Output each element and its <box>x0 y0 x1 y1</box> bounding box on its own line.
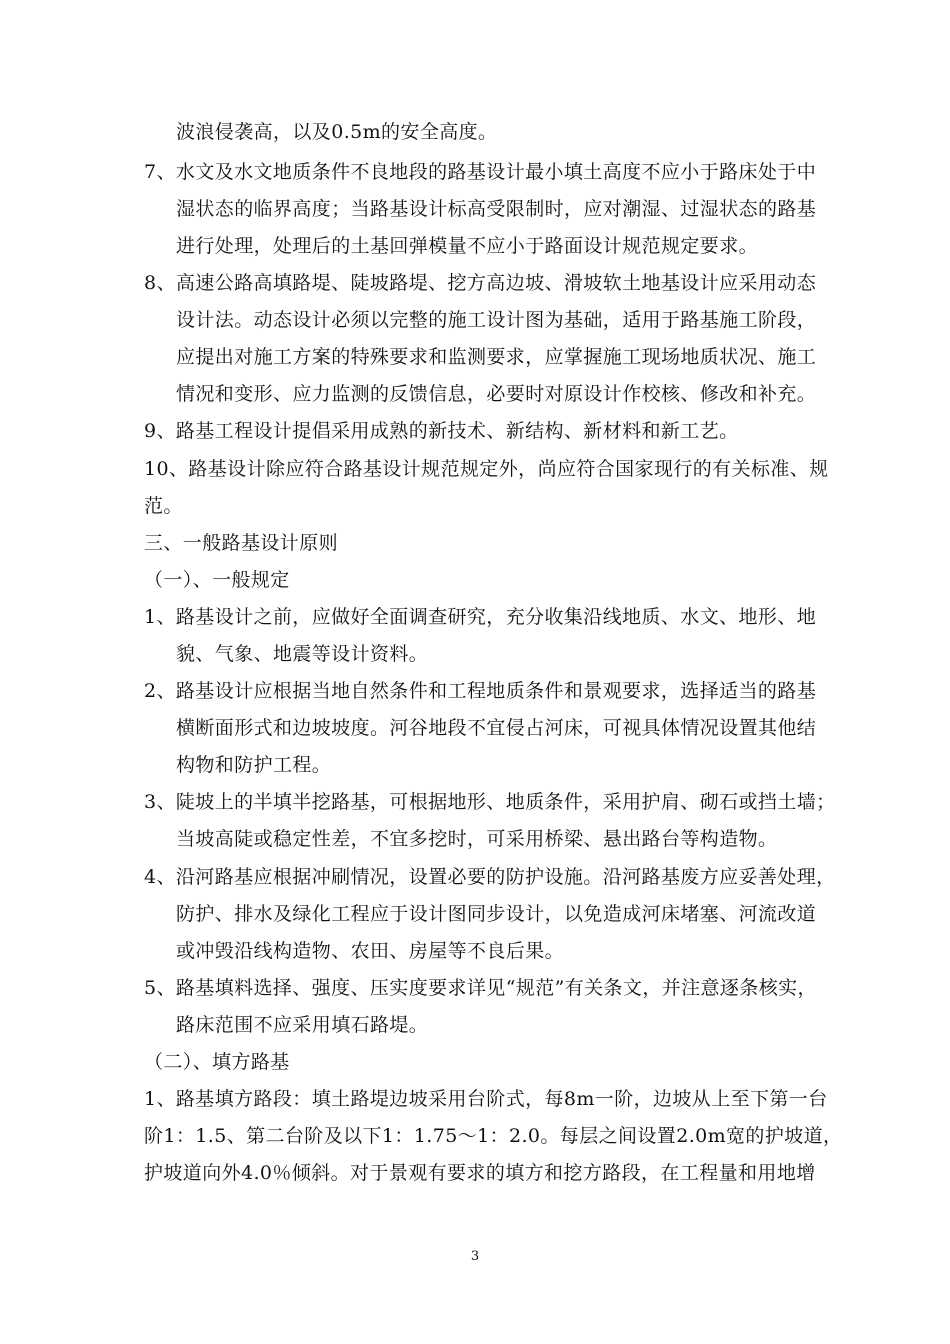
text-line: 当坡高陡或稳定性差，不宜多挖时，可采用桥梁、悬出路台等构造物。 <box>176 828 778 850</box>
section-heading: 三、一般路基设计原则 <box>144 532 339 554</box>
text-line: 9、路基工程设计提倡采用成熟的新技术、新结构、新材料和新工艺。 <box>144 420 739 442</box>
text-line: 应提出对施工方案的特殊要求和监测要求，应掌握施工现场地质状况、施工 <box>176 346 817 368</box>
text-line: 或冲毁沿线构造物、农田、房屋等不良后果。 <box>176 940 565 962</box>
text-line: 湿状态的临界高度；当路基设计标高受限制时，应对潮湿、过湿状态的路基 <box>176 198 817 220</box>
text-line: 设计法。动态设计必须以完整的施工设计图为基础，适用于路基施工阶段， <box>176 309 817 331</box>
text-line: 进行处理，处理后的土基回弹模量不应小于路面设计规范规定要求。 <box>176 235 759 257</box>
subsection-heading: （二）、填方路基 <box>144 1051 290 1073</box>
text-line: 情况和变形、应力监测的反馈信息，必要时对原设计作校核、修改和补充。 <box>176 383 817 405</box>
text-line: 范。 <box>144 495 183 517</box>
text-line: 4、沿河路基应根据冲刷情况，设置必要的防护设施。沿河路基废方应妥善处理， <box>144 866 836 888</box>
text-line: 7、水文及水文地质条件不良地段的路基设计最小填土高度不应小于路床处于中 <box>144 161 817 183</box>
text-line: 路床范围不应采用填石路堤。 <box>176 1014 429 1036</box>
text-line: 防护、排水及绿化工程应于设计图同步设计，以免造成河床堵塞、河流改道 <box>176 903 817 925</box>
text-line: 貌、气象、地震等设计资料。 <box>176 643 429 665</box>
text-line: 8、高速公路高填路堤、陡坡路堤、挖方高边坡、滑坡软土地基设计应采用动态 <box>144 272 817 294</box>
page-number: 3 <box>470 1249 480 1264</box>
text-line: 横断面形式和边坡坡度。河谷地段不宜侵占河床，可视具体情况设置其他结 <box>176 717 817 739</box>
text-line: 3、陡坡上的半填半挖路基，可根据地形、地质条件，采用护肩、砌石或挡土墙； <box>144 791 836 813</box>
text-line: 构物和防护工程。 <box>176 754 332 776</box>
text-line: 10、路基设计除应符合路基设计规范规定外，尚应符合国家现行的有关标准、规 <box>144 458 829 480</box>
text-line: 5、路基填料选择、强度、压实度要求详见“规范”有关条文，并注意逐条核实， <box>144 977 817 999</box>
text-line: 1、路基设计之前，应做好全面调查研究，充分收集沿线地质、水文、地形、地 <box>144 606 817 628</box>
text-line: 2、路基设计应根据当地自然条件和工程地质条件和景观要求，选择适当的路基 <box>144 680 817 702</box>
text-line: 护坡道向外4.0％倾斜。对于景观有要求的填方和挖方路段，在工程量和用地增 <box>144 1162 816 1184</box>
text-line: 阶1：1.5、第二台阶及以下1：1.75～1：2.0。每层之间设置2.0m宽的护坡道， <box>144 1125 843 1147</box>
text-line: 波浪侵袭高，以及0.5m的安全高度。 <box>176 121 498 143</box>
subsection-heading: （一）、一般规定 <box>144 569 290 591</box>
text-line: 1、路基填方路段：填土路堤边坡采用台阶式，每8m一阶，边坡从上至下第一台 <box>144 1088 828 1110</box>
